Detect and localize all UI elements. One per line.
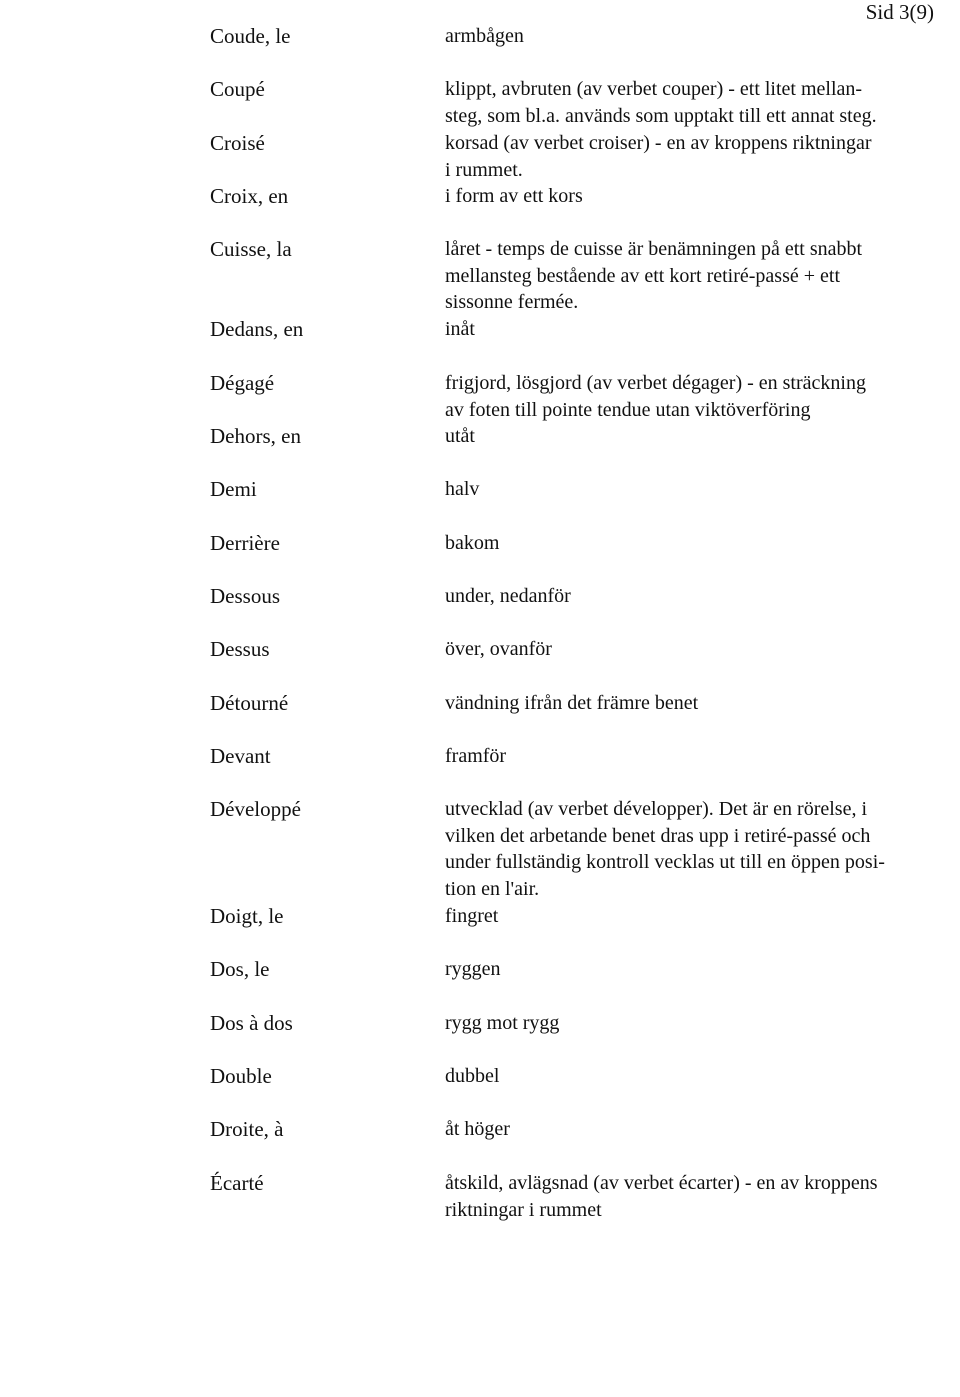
entry-definition: under, nedanför xyxy=(445,585,571,607)
entry-definition: ryggen xyxy=(445,958,501,980)
entry-term: Coude, le xyxy=(210,24,291,48)
entry-term: Cuisse, la xyxy=(210,237,292,261)
entry-term: Dessous xyxy=(210,584,281,608)
entry-term: Dessus xyxy=(210,637,270,661)
entry-definition: i form av ett kors xyxy=(445,185,583,207)
entry-definition: klippt, avbruten (av verbet couper) - ett litet mellan- steg, som bl.a. används som upptakt till ett annat steg. xyxy=(445,78,877,127)
entry-definition: dubbel xyxy=(445,1065,500,1087)
entry-term: Croisé xyxy=(210,131,265,155)
entry-term: Coupé xyxy=(210,77,265,101)
entry-definition: bakom xyxy=(445,532,500,554)
entry-term: Dégagé xyxy=(210,371,275,395)
entry-definition: korsad (av verbet croiser) - en av kroppens riktningar i rummet. xyxy=(445,132,872,181)
entry-definition: utåt xyxy=(445,425,475,447)
entry-term: Croix, en xyxy=(210,184,289,208)
entry-definition: framför xyxy=(445,745,507,767)
entry-definition: vändning ifrån det främre benet xyxy=(445,692,699,714)
entry-definition: armbågen xyxy=(445,25,524,47)
entry-definition: låret - temps de cuisse är benämningen på ett snabbt mellansteg bestående av ett kort retiré-passé + ett sissonne fermée. xyxy=(445,238,863,314)
entry-definition: inåt xyxy=(445,318,475,340)
entry-term: Dedans, en xyxy=(210,317,304,341)
entry-definition: över, ovanför xyxy=(445,638,552,660)
page-number: Sid 3(9) xyxy=(865,0,934,24)
entry-term: Demi xyxy=(210,477,257,501)
entry-definition: frigjord, lösgjord (av verbet dégager) - en sträckning av foten till pointe tendue utan viktöverföring xyxy=(445,372,866,421)
entry-term: Dos à dos xyxy=(210,1011,293,1035)
entry-term: Droite, à xyxy=(210,1117,284,1141)
entry-definition: halv xyxy=(445,478,480,500)
entry-definition: åtskild, avlägsnad (av verbet écarter) - en av kroppens riktningar i rummet xyxy=(445,1172,878,1221)
entry-term: Dehors, en xyxy=(210,424,301,448)
entry-term: Détourné xyxy=(210,691,289,715)
entry-term: Doigt, le xyxy=(210,904,284,928)
entry-definition: utvecklad (av verbet développer). Det är en rörelse, i vilken det arbetande benet dras upp i retiré-passé och under fullständig kontroll vecklas ut till en öppen posi- tion en l'air. xyxy=(445,798,885,901)
entry-term: Dos, le xyxy=(210,957,270,981)
entry-definition: fingret xyxy=(445,905,499,927)
entry-term: Derrière xyxy=(210,531,280,555)
entry-definition: åt höger xyxy=(445,1118,510,1140)
entry-term: Double xyxy=(210,1064,272,1088)
entry-term: Devant xyxy=(210,744,271,768)
entry-definition: rygg mot rygg xyxy=(445,1012,560,1034)
entry-term: Développé xyxy=(210,797,301,821)
entry-term: Écarté xyxy=(210,1171,264,1195)
